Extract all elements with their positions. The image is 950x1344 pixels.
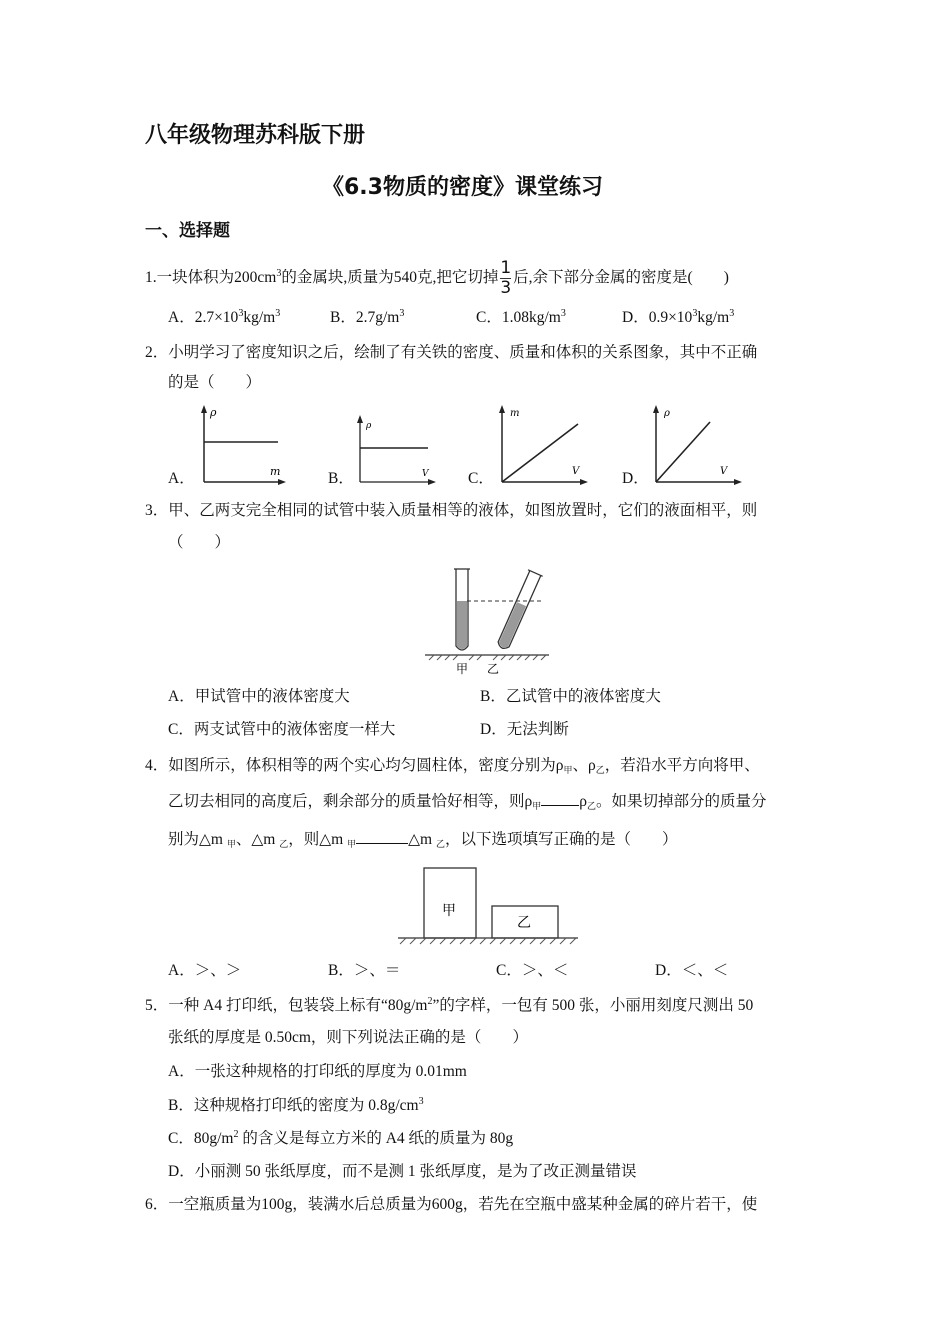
cylinders-figure xyxy=(396,864,586,946)
svg-text:V: V xyxy=(720,466,728,477)
question-5-line-1: 5．一种 A4 打印纸，包装袋上标有“$80g/m^2$”的字样，一包有 500 张，小丽用刻度尺测出 50 xyxy=(145,996,754,1014)
document-title: 《6.3物质的密度》课堂练习 xyxy=(322,175,603,200)
q2-option-d: D． xyxy=(622,470,649,487)
q4-option-a: A．＞、＞ xyxy=(168,962,242,979)
svg-text:m: m xyxy=(270,465,281,478)
q2-option-a: A． xyxy=(168,470,195,487)
svg-text:V: V xyxy=(422,469,429,479)
document-subtitle: 八年级物理苏科版下册 xyxy=(145,123,366,148)
q3-option-b: B．乙试管中的液体密度大 xyxy=(480,688,661,705)
graph-rho-vs-v-linear xyxy=(648,404,748,486)
question-5-line-2: 张纸的厚度是 0.50cm，则下列说法正确的是（ ） xyxy=(168,1029,528,1046)
q4-option-b: B．＞、＝ xyxy=(328,962,401,979)
q3-option-a: A．甲试管中的液体密度大 xyxy=(168,688,350,705)
q4-option-c: C．＞、＜ xyxy=(496,962,569,979)
question-4-line-2: 乙切去相同的高度后，剩余部分的质量恰好相等，则$\rho_甲$ $\rho_乙$。如果切掉部分的质量分 xyxy=(168,793,767,811)
svg-text:ρ: ρ xyxy=(210,406,217,419)
section-heading: 一、选择题 xyxy=(145,221,230,241)
question-4-line-1: 4．如图所示，体积相等的两个实心均匀圆柱体，密度分别为$\rho_甲$、$\rho_乙$，若沿水平方向将甲、 xyxy=(145,757,760,775)
fraction: $\frac{1}{3}$ xyxy=(500,258,512,298)
q2-option-c: C． xyxy=(468,470,494,487)
question-3-line-2: （ ） xyxy=(168,534,231,551)
svg-text:甲: 甲 xyxy=(456,662,469,676)
svg-text:V: V xyxy=(572,466,580,477)
q1-option-b: B．$2.7g/m^3$ xyxy=(330,308,405,326)
graph-m-vs-v xyxy=(494,404,594,486)
q3-option-d: D．无法判断 xyxy=(480,721,569,738)
question-6-line-1: 6．一空瓶质量为100g，装满水后总质量为600g，若先在空瓶中盛某种金属的碎片若干，使 xyxy=(145,1196,758,1213)
svg-text:ρ: ρ xyxy=(664,408,670,419)
q5-option-d: D．小丽测 50 张纸厚度，而不是测 1 张纸厚度，是为了改正测量错误 xyxy=(168,1163,637,1180)
q1-option-a: A．$2.7\times 10^3kg/m^3$ xyxy=(168,308,281,326)
q5-option-b: B．这种规格打印纸的密度为 $0.8g/cm^3$ xyxy=(168,1096,424,1114)
test-tubes-figure xyxy=(425,566,555,676)
svg-text:乙: 乙 xyxy=(517,915,531,931)
svg-text:ρ: ρ xyxy=(366,421,372,431)
q5-option-a: A．一张这种规格的打印纸的厚度为 0.01mm xyxy=(168,1063,467,1080)
question-2-line-1: 2．小明学习了密度知识之后，绘制了有关铁的密度、质量和体积的关系图象，其中不正确 xyxy=(145,344,758,361)
svg-text:乙: 乙 xyxy=(487,662,500,676)
q1-option-d: D．$0.9\times 10^3kg/m^3$ xyxy=(622,308,735,326)
q2-option-b: B． xyxy=(328,470,354,487)
svg-text:甲: 甲 xyxy=(442,903,456,919)
q3-option-c: C．两支试管中的液体密度一样大 xyxy=(168,721,396,738)
svg-text:m: m xyxy=(510,408,520,419)
q1-option-c: C．$1.08kg/m^3$ xyxy=(476,308,566,326)
graph-rho-vs-v xyxy=(352,414,442,486)
graph-rho-vs-m xyxy=(196,404,292,486)
q5-option-c: C．$80g/m^2$ 的含义是每立方米的 A4 纸的质量为 80g xyxy=(168,1129,514,1147)
question-1: 1.一块体积为$200cm^3$的金属块,质量为540克,把它切掉 $\frac{1}{3}$ 后,余下部分金属的密度是( ) xyxy=(145,258,729,298)
q4-option-d: D．＜、＜ xyxy=(655,962,729,979)
question-4-line-3: 别为△m $_甲$、△m $_乙$，则△m $_甲$ △m $_乙$，以下选项填写正确的是（ ） xyxy=(168,831,678,849)
question-3-line-1: 3．甲、乙两支完全相同的试管中装入质量相等的液体，如图放置时，它们的液面相平，则 xyxy=(145,502,758,519)
question-2-line-2: 的是（ ） xyxy=(168,374,262,391)
